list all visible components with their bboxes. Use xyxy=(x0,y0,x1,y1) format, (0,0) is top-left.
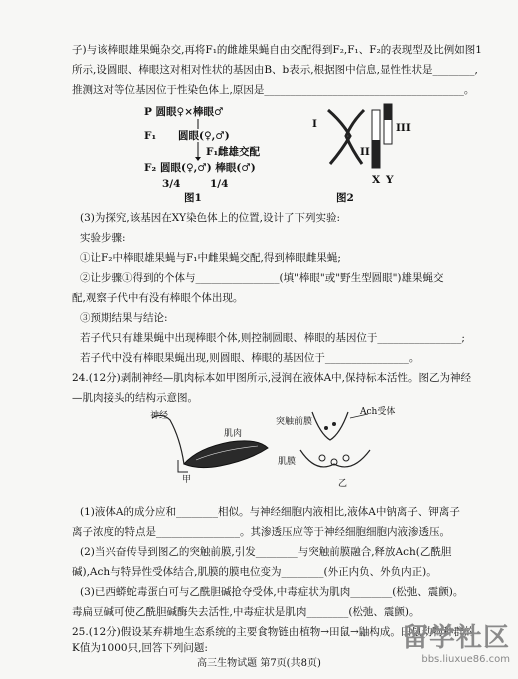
fig2-label-II: II xyxy=(360,146,370,158)
fig1-f1-label: F₁ xyxy=(144,130,157,142)
jia-muscle-label: 肌肉 xyxy=(224,429,243,439)
fig1-f2-text: 圆眼(♀,♂) 棒眼(♂) xyxy=(160,162,256,174)
fig1-ratio-1: 3/4 xyxy=(162,178,181,190)
text-line-7: ②让步骤①得到的个体与________________(填"棒眼"或"野生型圆眼")雄果蝇交 xyxy=(80,272,444,284)
fig2-label-X: X xyxy=(372,174,381,186)
text-line-9: ③预期结果与结论: xyxy=(80,312,168,324)
text-line-1: 子)与该棒眼雄果蝇杂交,再将F₁的雌雄果蝇自由交配得到F₂,F₁、F₂的表现型及比例如图1 xyxy=(72,44,482,56)
fig2-label-III: III xyxy=(396,122,411,134)
text-line-16: (2)当兴奋传导到图乙的突触前膜,引发________与突触前膜融合,释放Ach(乙酰胆 xyxy=(80,546,452,558)
text-line-5: 实验步骤: xyxy=(80,232,126,244)
watermark-url: bbs.liuxue86.com xyxy=(421,654,510,665)
watermark-logo: 留学社区 xyxy=(401,623,510,653)
figure-jia xyxy=(140,408,280,488)
text-line-18: (3)已西蟒蛇毒蛋白可与乙酰胆碱抢夺受体,中毒症状为肌肉________(松弛、震颤)。 xyxy=(80,586,464,598)
text-line-17: 碱),Ach与特异性受体结合,肌膜的膜电位变为________(外正内负、外负内正)。 xyxy=(72,566,437,578)
yi-presyn-label: 突触前膜 xyxy=(276,417,313,427)
text-line-20: 25.(12分)假设某弃耕地生态系统的主要食物链由植物→田鼠→鼬构成。田鼠动物种群的 xyxy=(72,626,475,638)
text-line-8: 配,观察子代中有没有棒眼个体出现。 xyxy=(72,292,244,304)
fig1-cross: F₁雌雄交配 xyxy=(206,146,261,158)
fig2-label-I: I xyxy=(312,118,317,130)
text-line-6: ①让F₂中棒眼雄果蝇与F₁中雌果蝇交配,得到棒眼雌果蝇; xyxy=(80,252,341,264)
yi-membrane-label: 肌膜 xyxy=(278,457,297,467)
text-line-21: K值为1000只,回答下列问题: xyxy=(72,642,208,654)
yi-caption: 乙 xyxy=(338,479,348,489)
text-line-19: 毒扁豆碱可使乙酰胆碱酶失去活性,中毒症状是肌肉________(松弛、震颤)。 xyxy=(72,606,420,618)
text-line-11: 若子代中没有棒眼果蝇出现,则圆眼、棒眼的基因位于________________。 xyxy=(80,352,420,364)
text-line-2: 所示,设圆眼、棒眼这对相对性状的基因由B、b表示,根据图中信息,显性性状是________, xyxy=(72,64,478,76)
figure-2 xyxy=(300,100,410,190)
fig1-ratio-2: 1/4 xyxy=(210,178,229,190)
fig1-f2-label: F₂ xyxy=(144,162,157,174)
yi-receptor-label: Ach受体 xyxy=(360,407,396,417)
fig1-f1-text: 圆眼(♀,♂) xyxy=(178,130,230,142)
figure-yi xyxy=(276,404,406,490)
text-line-15: 离子浓度的特点是________________。其渗透压应等于神经细胞细胞内液渗透压。 xyxy=(72,526,450,538)
text-line-3: 推测这对等位基因位于性染色体上,原因是______________________________________。 xyxy=(72,84,475,96)
fig2-label-Y: Y xyxy=(386,174,394,186)
text-line-12: 24.(12分)剥制神经—肌肉标本如甲图所示,浸润在液体A中,保持标本活性。图乙为神经 xyxy=(72,372,472,384)
page-footer: 高三生物试题 第7页(共8页) xyxy=(197,658,321,669)
jia-caption: 甲 xyxy=(182,475,192,485)
jia-nerve-label: 神经 xyxy=(150,411,169,421)
figure-1 xyxy=(140,104,290,204)
text-line-4: (3)为探究,该基因在XY染色体上的位置,设计了下列实验: xyxy=(80,212,340,224)
text-line-10: 若子代只有雄果蝇中出现棒眼个体,则控制圆眼、棒眼的基因位于________________; xyxy=(80,332,465,344)
fig1-p-line: P 圆眼♀×棒眼♂ xyxy=(144,106,224,118)
fig1-arrows xyxy=(140,104,290,204)
text-line-14: (1)液体A的成分应和________相似。与神经细胞内液相比,液体A中钠离子、钾离子 xyxy=(80,506,460,518)
fig1-caption: 图1 xyxy=(184,192,202,204)
text-line-13: —肌肉接头的结构示意图。 xyxy=(72,392,198,404)
fig2-caption: 图2 xyxy=(336,192,354,204)
watermark xyxy=(402,617,510,665)
